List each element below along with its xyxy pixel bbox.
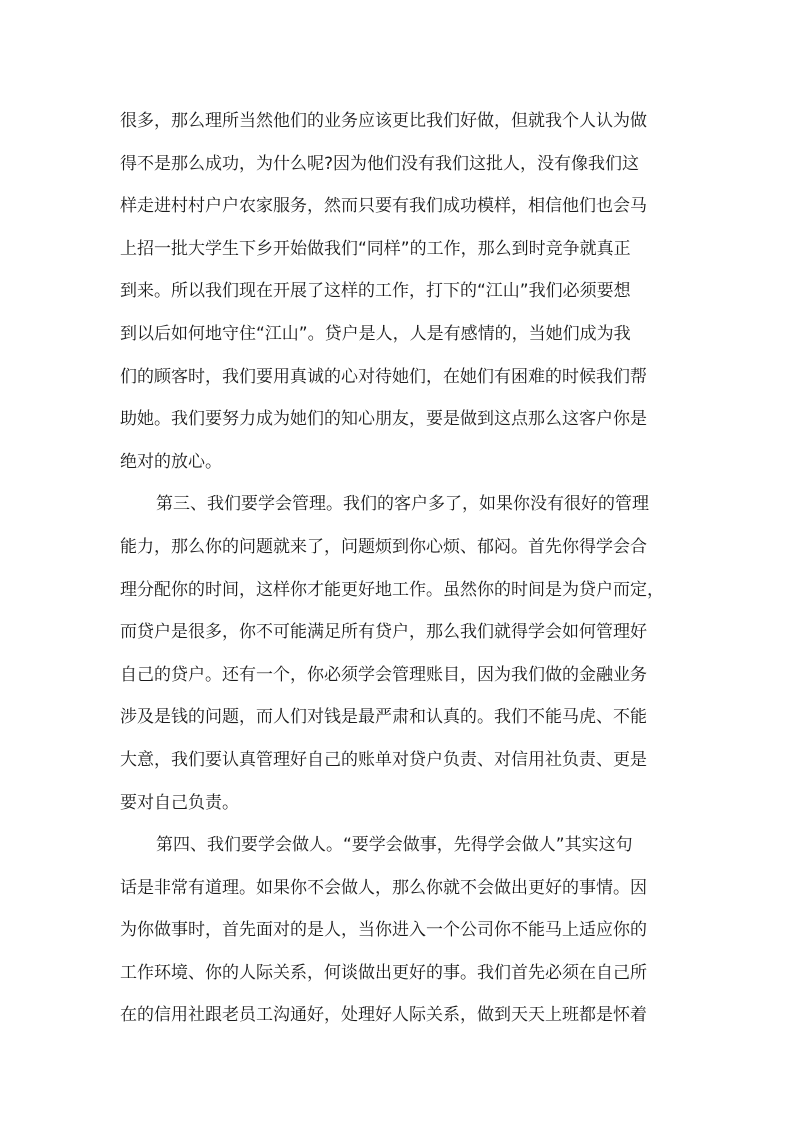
text-line: 到以后如何地守住“江山”。贷户是人，人是有感情的，当她们成为我 [120,323,631,344]
text-line: 为你做事时，首先面对的是人，当你进入一个公司你不能马上适应你的 [120,920,647,941]
text-line: 要对自己负责。 [120,792,239,813]
text-line: 助她。我们要努力成为她们的知心朋友，要是做到这点那么这客户你是 [120,409,647,430]
text-line: 样走进村村户户农家服务，然而只要有我们成功模样，相信他们也会马 [120,196,647,217]
text-line: 话是非常有道理。如果你不会做人，那么你就不会做出更好的事情。因 [120,877,647,898]
text-line: 理分配你的时间，这样你才能更好地工作。虽然你的时间是为贷户而定， [120,579,664,600]
text-line: 涉及是钱的问题，而人们对钱是最严肃和认真的。我们不能马虎、不能 [120,707,647,728]
text-line: 第三、我们要学会管理。我们的客户多了，如果你没有很好的管理 [156,494,649,515]
text-line: 自己的贷户。还有一个，你必须学会管理账目，因为我们做的金融业务 [120,664,647,685]
body-text [120,100,680,1037]
text-line: 而贷户是很多，你不可能满足所有贷户，那么我们就得学会如何管理好 [120,622,647,643]
text-line: 第四、我们要学会做人。“要学会做事，先得学会做人”其实这句 [156,835,633,856]
text-line: 大意，我们要认真管理好自己的账单对贷户负责、对信用社负责、更是 [120,749,647,770]
text-line: 们的顾客时，我们要用真诚的心对待她们，在她们有困难的时候我们帮 [120,366,647,387]
text-line: 到来。所以我们现在开展了这样的工作，打下的“江山”我们必须要想 [120,281,631,302]
text-line: 能力，那么你的问题就来了，问题烦到你心烦、郁闷。首先你得学会合 [120,536,647,557]
text-line: 工作环境、你的人际关系，何谈做出更好的事。我们首先必须在自己所 [120,962,647,983]
text-line: 很多，那么理所当然他们的业务应该更比我们好做，但就我个人认为做 [120,111,647,131]
text-line: 在的信用社跟老员工沟通好，处理好人际关系，做到天天上班都是怀着 [120,1005,647,1026]
text-line: 得不是那么成功，为什么呢?因为他们没有我们这批人，没有像我们这 [120,153,640,174]
text-line: 上招一批大学生下乡开始做我们“同样”的工作，那么到时竞争就真正 [120,238,631,259]
text-line: 绝对的放心。 [120,451,222,472]
